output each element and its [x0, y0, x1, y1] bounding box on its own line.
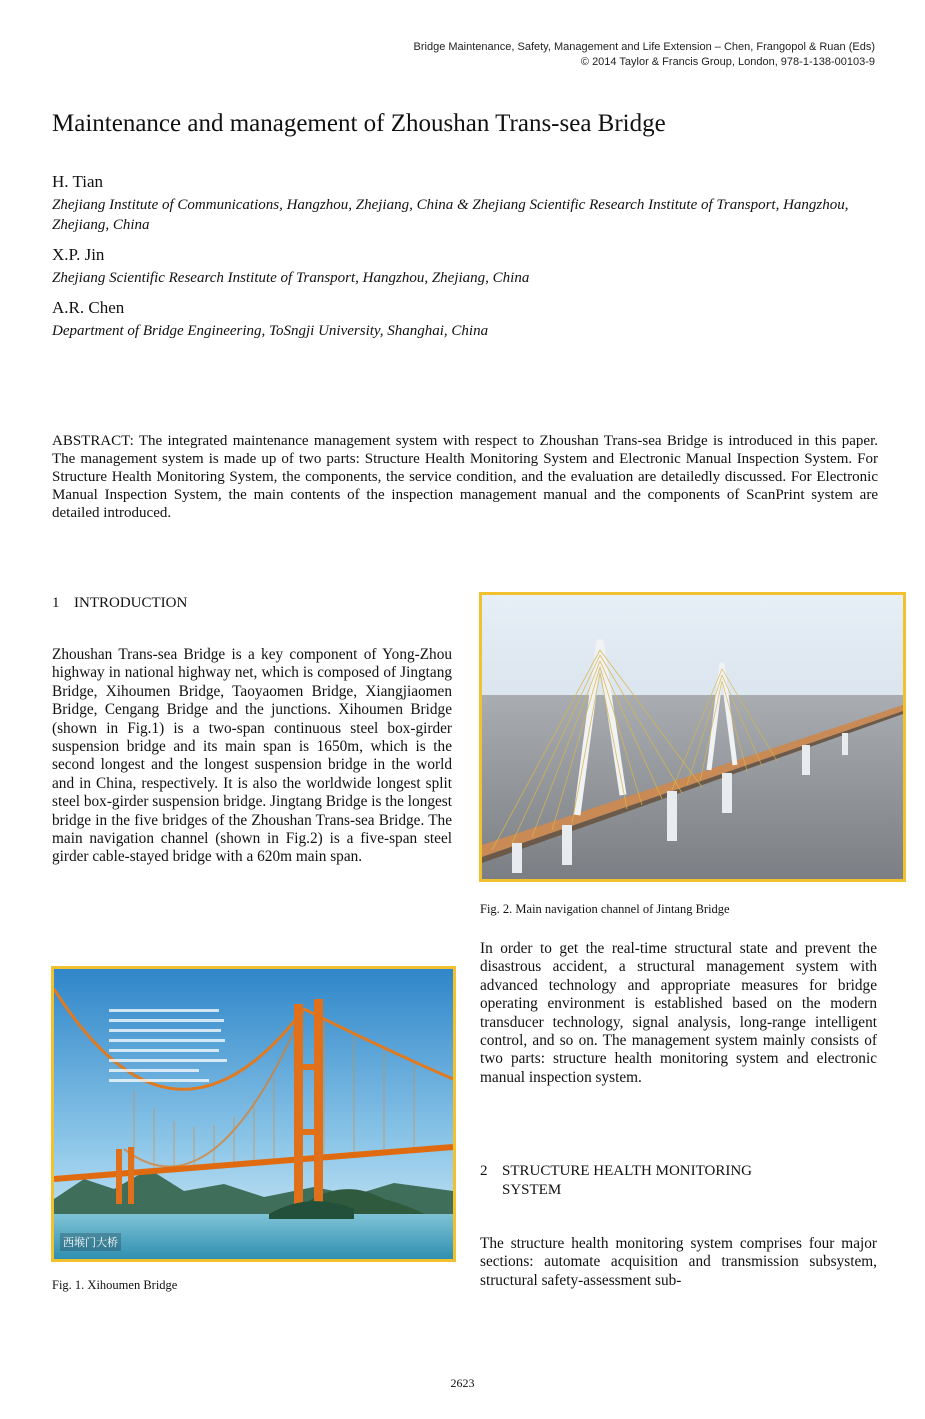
figure-1-watermark: 西堠门大桥	[60, 1233, 121, 1251]
suspension-bridge-illustration	[54, 969, 453, 1259]
figure-2-caption: Fig. 2. Main navigation channel of Jintang Bridge	[480, 902, 730, 916]
shm-paragraph-1: The structure health monitoring system comprises four major sections: automate acquisition and transmission subsystem, structural safety-assessment sub-	[480, 1235, 877, 1289]
section-title-line-2: SYSTEM	[502, 1182, 562, 1198]
paper-title: Maintenance and management of Zhoushan Trans-sea Bridge	[52, 110, 666, 137]
section-1-heading	[52, 594, 187, 613]
author-name: H. Tian	[52, 172, 104, 191]
intro-paragraph-1: Zhoushan Trans-sea Bridge is a key component of Yong-Zhou highway in national highway net, which is composed of Jingtang Bridge, Xihoumen Bridge, Taoyaomen Bridge, Xiangjiaomen Bridge, Cengang Bridge and the junctions. Xihoumen Bridge (shown in Fig.1) is a two-span continuous steel box-girder suspension bridge and its main span is 1650m, which is the second longest and the longest suspension bridge in the world and in China, respectively. It is also the worldwide longest split steel box-girder suspension bridge. Jingtang Bridge is the longest bridge in the five bridges of the Zhoushan Trans-sea Bridge. The main navigation channel (shown in Fig.2) is a five-span steel girder cable-stayed bridge with a 620m main span.	[52, 646, 452, 866]
figure-1-image	[51, 966, 456, 1262]
author-affiliation: Department of Bridge Engineering, ToSngji University, Shanghai, China	[52, 323, 489, 339]
section-title: INTRODUCTION	[74, 595, 188, 611]
cable-stayed-bridge-illustration	[482, 595, 903, 879]
header-line-1: Bridge Maintenance, Safety, Management and Life Extension – Chen, Frangopol & Ruan (Eds)	[413, 41, 875, 53]
author-name: A.R. Chen	[52, 298, 125, 317]
section-number: 2	[480, 1163, 488, 1179]
abstract: ABSTRACT: The integrated maintenance management system with respect to Zhoushan Trans-sea Bridge is introduced in this paper. The management system is made up of two parts: Structure Health Monitoring System and Electronic Manual Inspection System. For Structure Health Monitoring System, the components, the service condition, and the evaluation are detailedly discussed. For Electronic Manual Inspection System, the main contents of the inspection management manual and the components of ScanPrint system are detailed introduced.	[52, 433, 878, 521]
header-line-2: © 2014 Taylor & Francis Group, London, 978-1-138-00103-9	[580, 56, 875, 68]
section-number: 1	[52, 595, 60, 611]
author-affiliation: Zhejiang Institute of Communications, Hangzhou, Zhejiang, China & Zhejiang Scientific Research Institute of Transport, Hangzhou, Zhejiang, China	[52, 197, 849, 233]
section-title-line-1: STRUCTURE HEALTH MONITORING	[502, 1163, 753, 1179]
figure-2-image	[479, 592, 906, 882]
figure-1-caption: Fig. 1. Xihoumen Bridge	[52, 1278, 178, 1292]
section-2-heading	[480, 1162, 752, 1200]
running-header	[414, 40, 875, 70]
page-number: 2623	[450, 1376, 475, 1390]
intro-paragraph-2: In order to get the real-time structural state and prevent the disastrous accident, a structural management system with advanced technology and appropriate measures for bridge operating environment is established based on the modern transducer technology, signal analysis, long-range intelligent control, and so on. The management system mainly consists of two parts: structure health monitoring system and electronic manual inspection system.	[480, 940, 877, 1086]
author-name: X.P. Jin	[52, 245, 105, 264]
author-affiliation: Zhejiang Scientific Research Institute of Transport, Hangzhou, Zhejiang, China	[52, 270, 530, 286]
